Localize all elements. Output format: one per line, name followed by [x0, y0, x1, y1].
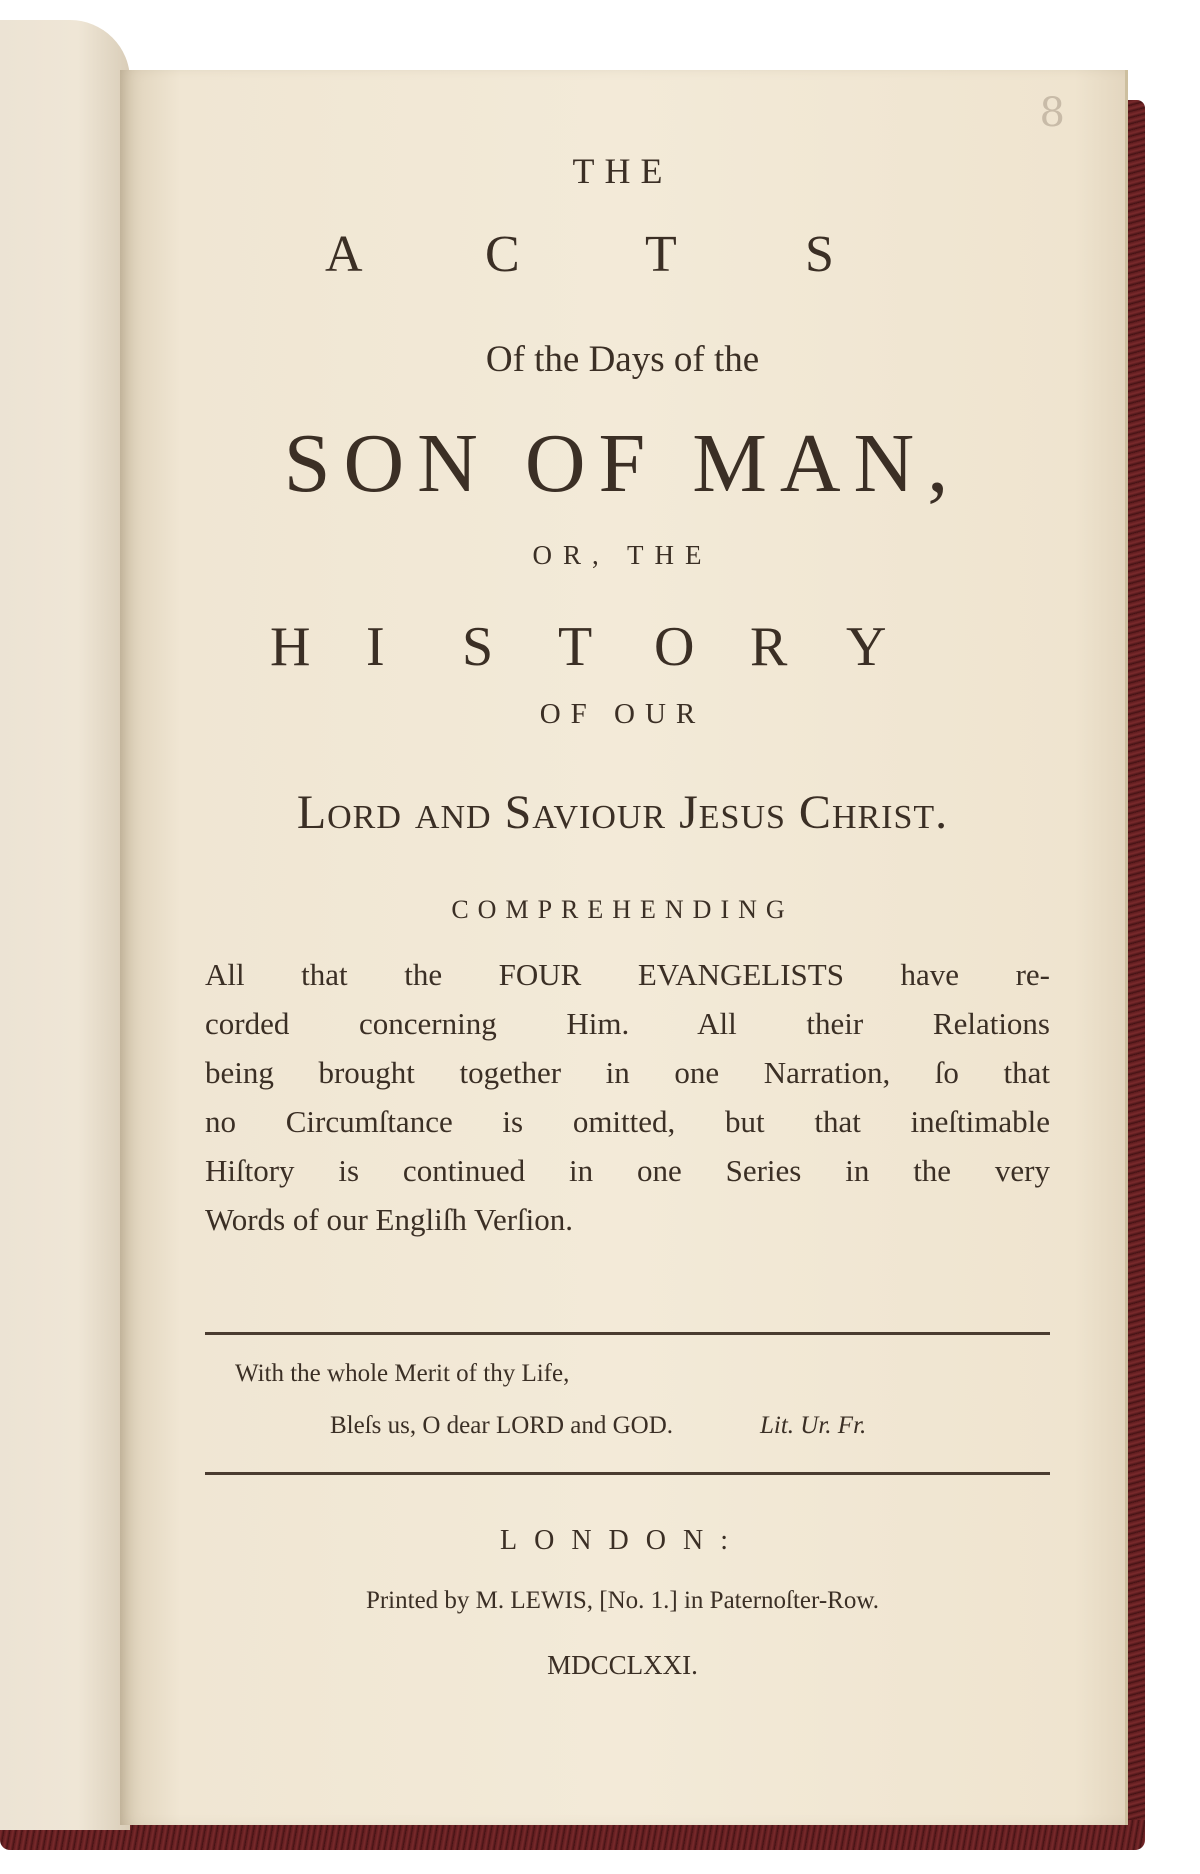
subheading-comprehending: COMPREHENDING	[451, 895, 794, 924]
heading-lord-saviour: Lord and Saviour Jesus Christ.	[296, 786, 949, 839]
motto-line: Bleſs us, O dear LORD and GOD.	[330, 1412, 674, 1439]
acts-letter: A	[325, 226, 363, 283]
history-letter: R	[750, 616, 788, 678]
imprint-place: LONDON:	[500, 1525, 745, 1556]
acts-letter: S	[805, 226, 834, 283]
subheading-of-our: OF OUR	[539, 698, 706, 730]
history-letter: I	[366, 616, 385, 678]
heading-son-of-man: SON OF MAN,	[283, 417, 962, 510]
imprint-printer: Printed by M. LEWIS, [No. 1.] in Paternoſter-Row.	[365, 1587, 880, 1614]
heading-history	[270, 615, 1125, 679]
history-letter: H	[270, 616, 311, 678]
history-letter: S	[462, 616, 494, 678]
history-letter: O	[654, 616, 695, 678]
description-paragraph	[205, 950, 1050, 1244]
verso-page	[0, 20, 130, 1830]
divider-rule	[205, 1472, 1050, 1475]
imprint-year: MDCCLXXI.	[547, 1650, 698, 1680]
title-page	[120, 70, 1128, 1825]
motto-line: With the whole Merit of thy Life,	[235, 1360, 570, 1387]
heading-acts	[325, 225, 1125, 284]
history-letter: Y	[846, 616, 887, 678]
acts-letter: C	[485, 226, 520, 283]
subheading-or-the: OR, THE	[532, 540, 713, 570]
subheading-days: Of the Days of the	[485, 339, 760, 380]
description-line: no Circumſtance is omitted, but that ineſtimable	[205, 1104, 1050, 1139]
description-line: All that the FOUR EVANGELISTS have re-	[205, 957, 1050, 992]
pencil-mark: 8	[1039, 90, 1065, 136]
acts-letter: T	[645, 226, 677, 283]
description-line: Hiſtory is continued in one Series in the very	[205, 1153, 1050, 1188]
motto-source: Lit. Ur. Fr.	[760, 1412, 867, 1439]
description-line: corded concerning Him. All their Relations	[205, 1006, 1050, 1041]
description-line: being brought together in one Narration, ſo that	[205, 1055, 1050, 1090]
divider-rule	[205, 1332, 1050, 1335]
heading-the: THE	[572, 151, 673, 191]
description-line: Words of our Engliſh Verſion.	[205, 1202, 574, 1237]
history-letter: T	[558, 616, 593, 678]
